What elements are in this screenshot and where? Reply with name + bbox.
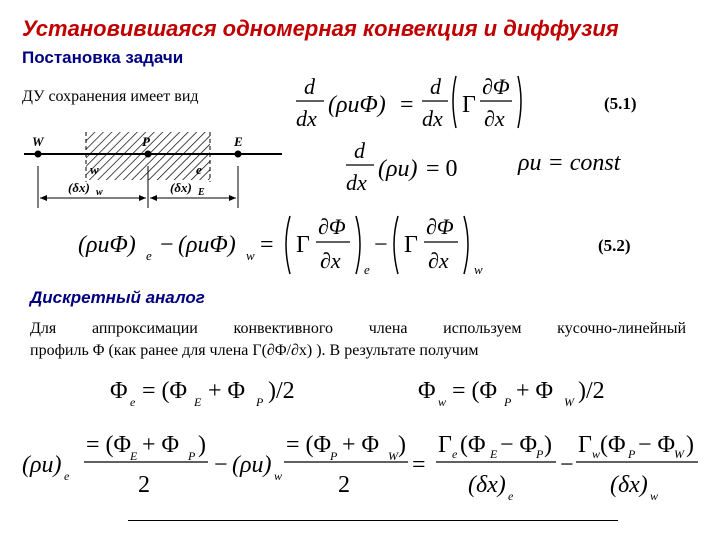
svg-text:= (Φ: = (Φ <box>142 378 188 404</box>
svg-text:= 0: = 0 <box>426 156 458 182</box>
svg-text:w: w <box>474 262 483 277</box>
svg-text:(δx): (δx) <box>610 472 648 498</box>
svg-text:∂Φ: ∂Φ <box>318 214 346 239</box>
svg-text:E: E <box>130 449 138 463</box>
svg-text:=: = <box>412 452 426 478</box>
svg-text:(ρuΦ): (ρuΦ) <box>328 92 386 118</box>
svg-text:−: − <box>160 232 174 258</box>
svg-text:P: P <box>330 449 338 463</box>
paragraph-line-2: профиль Φ (как ранее для члена Γ(∂Φ/∂x) ). В результате получим <box>30 342 479 359</box>
grid-diagram <box>24 126 286 218</box>
svg-text:)/2: )/2 <box>578 378 605 404</box>
svg-text:e: e <box>452 447 458 461</box>
svg-text:Φ: Φ <box>110 378 128 404</box>
svg-text:dx: dx <box>346 170 367 195</box>
svg-text:P: P <box>188 449 196 463</box>
svg-text:(ρu): (ρu) <box>232 452 272 478</box>
svg-text:d: d <box>430 74 441 99</box>
svg-text:w: w <box>438 395 447 409</box>
svg-text:E: E <box>198 187 205 198</box>
svg-text:d: d <box>304 74 315 99</box>
section-heading-discrete: Дискретный аналог <box>30 288 205 307</box>
equation-label-5-2: (5.2) <box>598 236 631 255</box>
svg-text:(ρuΦ): (ρuΦ) <box>178 232 236 258</box>
svg-text:=: = <box>260 232 274 258</box>
svg-text:e: e <box>64 469 70 483</box>
svg-text:)/2: )/2 <box>268 378 295 404</box>
svg-text:dx: dx <box>296 106 317 131</box>
svg-text:(Φ: (Φ <box>600 432 626 458</box>
svg-text:(δx): (δx) <box>68 180 90 195</box>
svg-text:W: W <box>32 134 44 149</box>
svg-text:E: E <box>194 395 202 409</box>
svg-text:): ) <box>398 432 406 458</box>
svg-text:e: e <box>146 248 152 263</box>
equation-5-1 <box>290 70 550 134</box>
svg-text:e: e <box>364 262 370 277</box>
svg-text:W: W <box>564 395 574 409</box>
svg-text:+ Φ: + Φ <box>342 432 380 458</box>
svg-text:w: w <box>274 469 283 483</box>
svg-text:(Φ: (Φ <box>460 432 486 458</box>
svg-text:= (Φ: = (Φ <box>286 432 332 458</box>
svg-text:+ Φ: + Φ <box>516 378 554 404</box>
svg-text:−: − <box>374 232 388 258</box>
svg-text:P: P <box>142 134 150 149</box>
paragraph-text <box>30 318 686 362</box>
intro-text: ДУ сохранения имеет вид <box>22 88 199 105</box>
equation-label-5-1: (5.1) <box>604 94 637 113</box>
equation-continuity <box>340 136 640 196</box>
svg-text:w: w <box>96 187 103 198</box>
svg-text:2: 2 <box>338 472 350 498</box>
equation-interpolation <box>108 368 648 412</box>
svg-text:w: w <box>592 447 601 461</box>
footer-divider <box>128 520 618 521</box>
svg-text:− Φ: − Φ <box>638 432 676 458</box>
svg-text:W: W <box>674 447 684 461</box>
svg-text:): ) <box>198 432 206 458</box>
svg-text:d: d <box>354 138 365 163</box>
svg-text:E: E <box>234 134 243 149</box>
svg-text:e: e <box>130 395 136 409</box>
svg-text:(ρu): (ρu) <box>22 452 62 478</box>
svg-text:Γ: Γ <box>296 232 310 258</box>
svg-text:∂Φ: ∂Φ <box>482 74 510 99</box>
svg-text:): ) <box>544 432 552 458</box>
svg-text:w: w <box>246 248 255 263</box>
svg-text:Γ: Γ <box>438 432 452 458</box>
svg-text:(δx): (δx) <box>170 180 192 195</box>
svg-text:∂x: ∂x <box>484 106 505 131</box>
svg-text:): ) <box>686 432 694 458</box>
node-e <box>235 151 242 158</box>
svg-text:+ Φ: + Φ <box>208 378 246 404</box>
svg-text:= (Φ: = (Φ <box>86 432 132 458</box>
svg-text:e: e <box>508 489 514 503</box>
equation-discrete <box>20 428 700 504</box>
node-p <box>145 151 152 158</box>
svg-text:Φ: Φ <box>418 378 436 404</box>
svg-text:∂x: ∂x <box>428 248 449 273</box>
svg-text:(ρuΦ): (ρuΦ) <box>78 232 136 258</box>
equation-5-2 <box>76 210 506 280</box>
section-heading-problem: Постановка задачи <box>22 48 184 67</box>
svg-text:− Φ: − Φ <box>500 432 538 458</box>
svg-text:= (Φ: = (Φ <box>452 378 498 404</box>
svg-text:P: P <box>628 447 636 461</box>
svg-text:(ρu): (ρu) <box>378 156 418 182</box>
svg-text:dx: dx <box>422 106 443 131</box>
svg-text:∂Φ: ∂Φ <box>426 214 454 239</box>
svg-text:ρu = const: ρu = const <box>518 150 621 176</box>
paragraph-line-1: Для аппроксимации конвективного члена используем кусочно-линейный <box>30 320 686 337</box>
svg-text:P: P <box>536 447 544 461</box>
svg-text:=: = <box>400 92 414 118</box>
svg-text:2: 2 <box>138 472 150 498</box>
svg-text:∂x: ∂x <box>320 248 341 273</box>
svg-text:Γ: Γ <box>578 432 592 458</box>
svg-text:w: w <box>650 489 659 503</box>
svg-text:P: P <box>256 395 264 409</box>
svg-text:Γ: Γ <box>404 232 418 258</box>
svg-text:+ Φ: + Φ <box>142 432 180 458</box>
svg-text:w: w <box>90 162 99 177</box>
svg-text:e: e <box>196 162 202 177</box>
svg-text:E: E <box>490 447 498 461</box>
svg-text:W: W <box>388 449 398 463</box>
svg-text:−: − <box>214 452 228 478</box>
svg-text:(δx): (δx) <box>468 472 506 498</box>
svg-text:−: − <box>560 452 574 478</box>
node-w <box>35 151 42 158</box>
svg-text:Γ: Γ <box>462 92 476 118</box>
slide-title: Установившаяся одномерная конвекция и диффузия <box>22 16 619 41</box>
svg-text:P: P <box>504 395 512 409</box>
